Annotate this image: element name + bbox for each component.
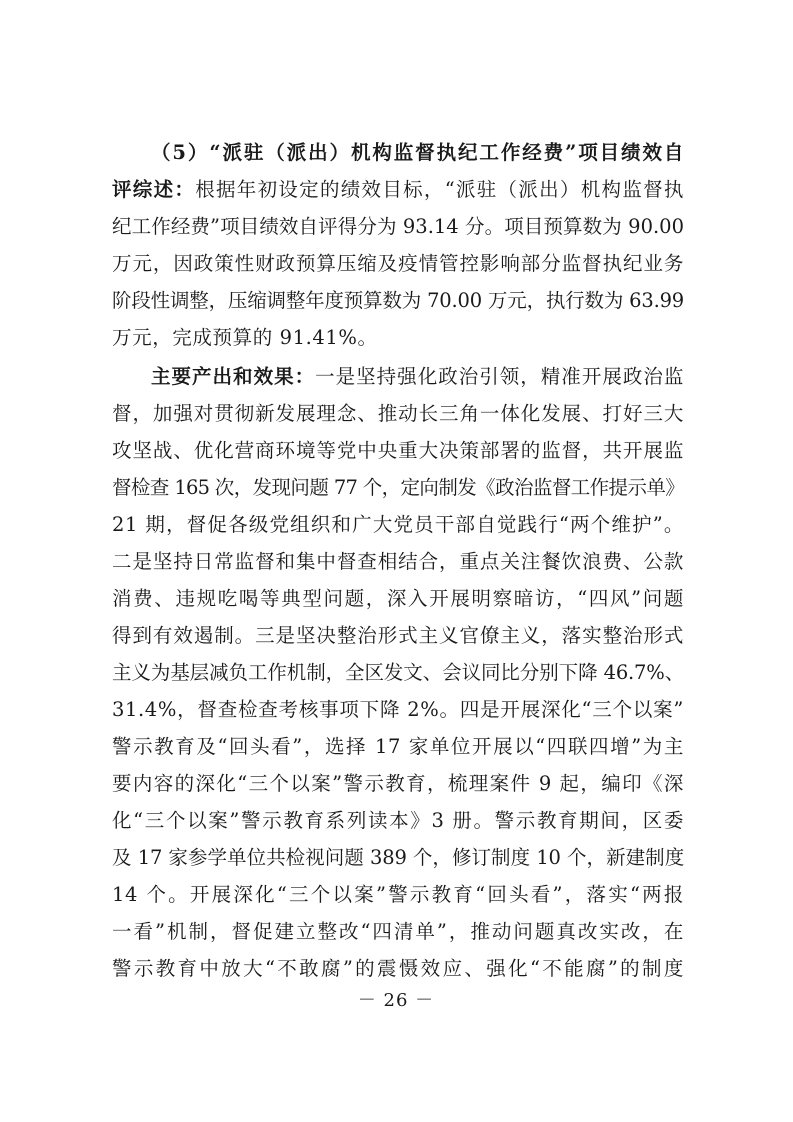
text-line — [112, 728, 684, 765]
line-text: 21 期，督促各级党组织和广大党员干部自觉践行“两个维护”。 — [112, 513, 684, 536]
page-number: － 26 － — [357, 990, 435, 1011]
text-line — [112, 358, 684, 395]
line-text: 纪工作经费”项目绩效自评得分为 93.14 分。项目预算数为 90.00 — [112, 215, 684, 238]
text-line — [112, 395, 684, 432]
line-text: 根据年初设定的绩效目标，“派驻（派出）机构监督执 — [195, 178, 684, 201]
text-line — [112, 506, 684, 543]
line-text: 主义为基层减负工作机制，全区发文、会议同比分别下降 46.7%、 — [112, 661, 684, 684]
line-text: 督检查 165 次，发现问题 77 个，定向制发《政治监督工作提示单》 — [112, 476, 684, 499]
text-line — [112, 245, 684, 282]
text-line — [112, 432, 684, 469]
text-line — [112, 282, 684, 319]
text-line — [112, 134, 684, 171]
line-text: 得到有效遏制。三是坚决整治形式主义官僚主义，落实整治形式 — [112, 624, 684, 647]
line-text: 阶段性调整，压缩调整年度预算数为 70.00 万元，执行数为 63.99 — [112, 289, 684, 312]
text-line — [112, 950, 684, 987]
line-text: 万元，因政策性财政预算压缩及疫情管控影响部分监督执纪业务 — [112, 252, 684, 275]
line-text: 警示教育及“回头看”，选择 17 家单位开展以“四联四增”为主 — [112, 735, 684, 758]
text-line — [112, 839, 684, 876]
text-line — [112, 691, 684, 728]
line-text: 要内容的深化“三个以案”警示教育，梳理案件 9 起，编印《深 — [112, 772, 684, 795]
line-text: 14 个。开展深化“三个以案”警示教育“回头看”，落实“两报 — [112, 883, 684, 906]
text-line — [112, 171, 684, 208]
text-line — [112, 802, 684, 839]
line-text: 万元，完成预算的 91.41%。 — [112, 326, 378, 349]
line-text: 31.4%，督查检查考核事项下降 2%。四是开展深化“三个以案” — [112, 698, 684, 721]
subsection-heading: 主要产出和效果： — [151, 365, 316, 388]
line-text: 督，加强对贯彻新发展理念、推动长三角一体化发展、打好三大 — [112, 402, 684, 425]
text-line — [112, 543, 684, 580]
line-text: 攻坚战、优化营商环境等党中央重大决策部署的监督，共开展监 — [112, 439, 684, 462]
line-text: 一看”机制，督促建立整改“四清单”，推动问题真改实改，在 — [112, 920, 684, 943]
text-line — [112, 617, 684, 654]
text-line — [112, 319, 684, 356]
text-line — [112, 876, 684, 913]
text-line — [112, 580, 684, 617]
section-heading-continued: 评综述： — [112, 178, 196, 201]
line-text: 消费、违规吃喝等典型问题，深入开展明察暗访，“四风”问题 — [112, 587, 684, 610]
text-line — [112, 654, 684, 691]
line-text: 警示教育中放大“不敢腐”的震慑效应、强化“不能腐”的制度 — [112, 957, 684, 980]
line-text: 化“三个以案”警示教育系列读本》3 册。警示教育期间，区委 — [112, 809, 684, 832]
text-line — [112, 913, 684, 950]
text-line — [112, 208, 684, 245]
line-text: 及 17 家参学单位共检视问题 389 个，修订制度 10 个，新建制度 — [112, 846, 684, 869]
line-text: 一是坚持强化政治引领，精准开展政治监 — [315, 365, 684, 388]
line-text: 二是坚持日常监督和集中督查相结合，重点关注餐饮浪费、公款 — [112, 550, 684, 573]
text-line — [112, 765, 684, 802]
text-line — [112, 469, 684, 506]
section-heading: （5）“派驻（派出）机构监督执纪工作经费”项目绩效自 — [151, 141, 684, 164]
